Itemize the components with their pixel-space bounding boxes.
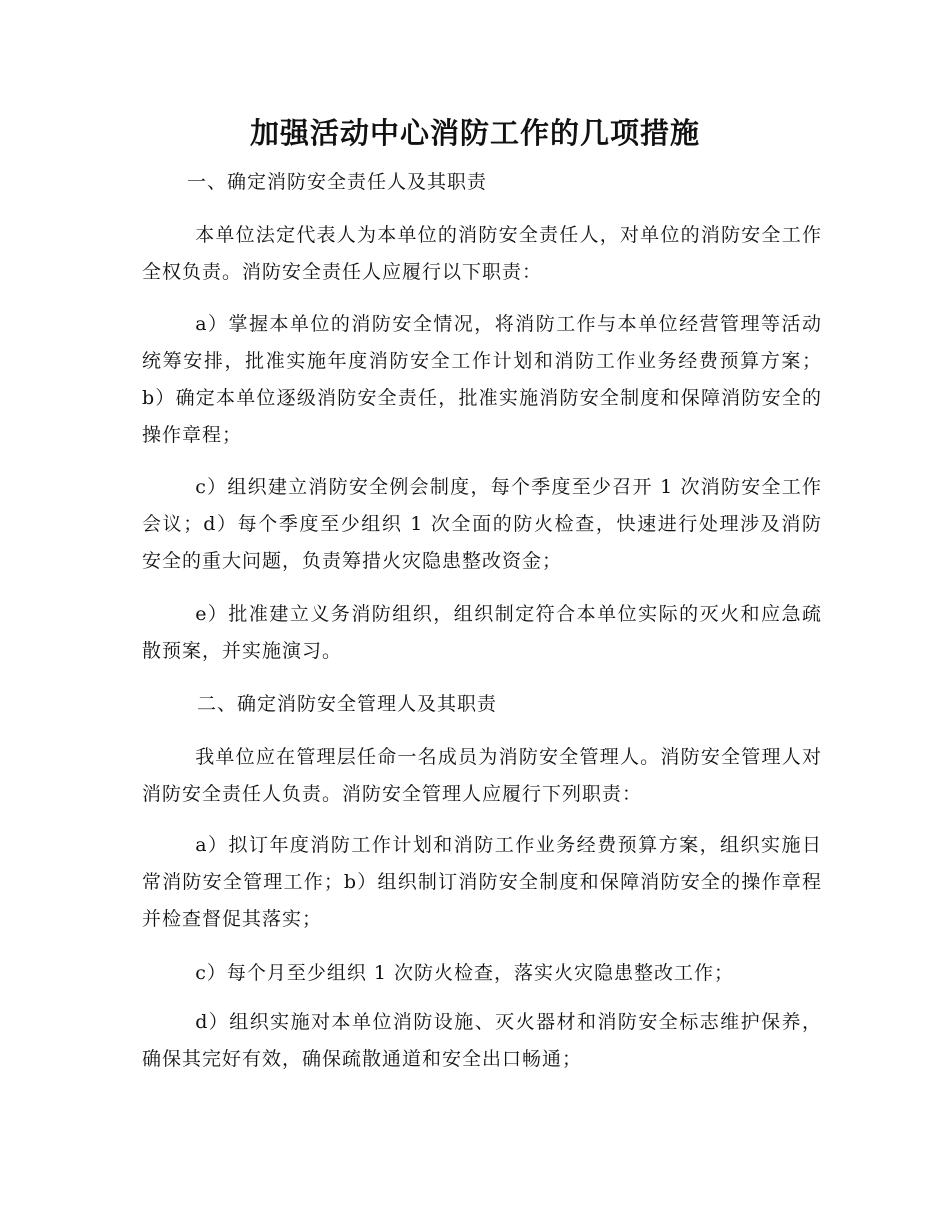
paragraph-1-1: 本单位法定代表人为本单位的消防安全责任人，对单位的消防安全工作全权负责。消防安全责任人应履行以下职责：: [142, 224, 822, 283]
section-heading-1: 一、确定消防安全责任人及其职责: [187, 171, 488, 193]
paragraph-2-2: a）拟订年度消防工作计划和消防工作业务经费预算方案，组织实施日常消防安全管理工作；b）组织制订消防安全制度和保障消防安全的操作章程并检查督促其落实；: [142, 834, 822, 930]
paragraph-1-2: a）掌握本单位的消防安全情况，将消防工作与本单位经营管理等活动统筹安排，批准实施年度消防安全工作计划和消防工作业务经费预算方案；b）确定本单位逐级消防安全责任，批准实施消防安全制度和保障消防安全的操作章程；: [142, 313, 822, 446]
document-title: 加强活动中心消防工作的几项措施: [249, 116, 700, 150]
paragraph-1-4: e）批准建立义务消防组织，组织制定符合本单位实际的灭火和应急疏散预案，并实施演习。: [142, 603, 822, 662]
paragraph-1-3: c）组织建立消防安全例会制度，每个季度至少召开 1 次消防安全工作会议；d）每个季度至少组织 1 次全面的防火检查，快速进行处理涉及消防安全的重大问题，负责筹措火灾隐患整改资金；: [142, 476, 822, 572]
paragraph-2-3: c）每个月至少组织 1 次防火检查，落实火灾隐患整改工作；: [195, 962, 734, 984]
section-heading-2: 二、确定消防安全管理人及其职责: [197, 693, 498, 715]
paragraph-2-1: 我单位应在管理层任命一名成员为消防安全管理人。消防安全管理人对消防安全责任人负责。消防安全管理人应履行下列职责：: [142, 746, 822, 805]
paragraph-2-4: d）组织实施对本单位消防设施、灭火器材和消防安全标志维护保养，确保其完好有效，确保疏散通道和安全出口畅通；: [142, 1011, 822, 1070]
